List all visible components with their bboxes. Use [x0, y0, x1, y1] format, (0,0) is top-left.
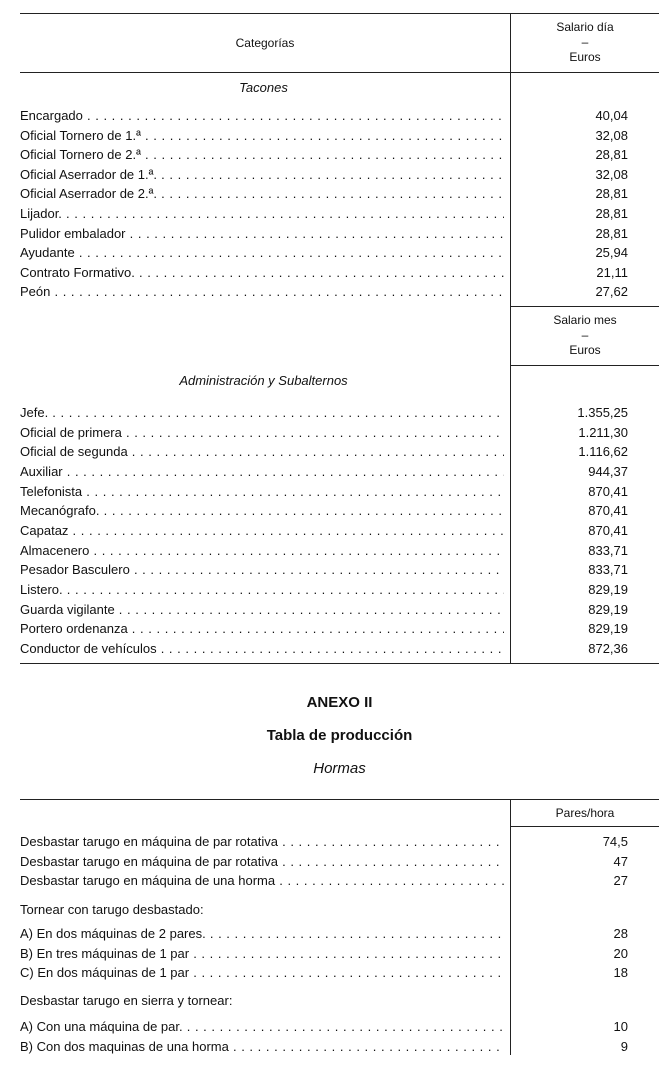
- row-label: Ayudante . . .: [20, 243, 504, 263]
- row-label: Auxiliar . . .: [20, 462, 504, 482]
- subheader-rule-bottom: [510, 365, 659, 366]
- row-label: Desbastar tarugo en máquina de una horma . . .: [20, 871, 504, 891]
- table-row: [20, 963, 659, 983]
- row-value: 27,62: [595, 284, 628, 300]
- table-row: [20, 224, 659, 244]
- table-row: [20, 423, 659, 443]
- group2-title: Tornear con tarugo desbastado:: [20, 902, 204, 917]
- row-value: 40,04: [595, 108, 628, 123]
- row-value: 1.211,30: [578, 424, 628, 440]
- row-value: 870,41: [588, 523, 628, 539]
- row-label: Guarda vigilante . . .: [20, 600, 504, 620]
- subheader-rule-top: [510, 306, 659, 307]
- table2-top-rule: [20, 799, 659, 800]
- row-label: A) Con una máquina de par. . . .: [20, 1017, 504, 1037]
- table-row: [20, 165, 659, 185]
- table-row: [20, 403, 659, 423]
- table-row: [20, 482, 659, 502]
- row-value: 28,81: [595, 225, 628, 241]
- row-value: 829,19: [588, 601, 628, 617]
- row-label: Portero ordenanza . . .: [20, 619, 504, 639]
- anexo-title: ANEXO II: [306, 694, 373, 711]
- row-value: 21,11: [596, 264, 628, 280]
- row-label: Oficial de segunda . . .: [20, 442, 504, 462]
- row-value: 870,41: [588, 483, 628, 499]
- row-value: 28,81: [595, 147, 628, 163]
- row-label: Telefonista . . .: [20, 482, 504, 502]
- row-value: 1.116,62: [578, 444, 628, 460]
- row-label: Capataz . . .: [20, 521, 504, 541]
- row-label: Oficial Tornero de 1.ª . . .: [20, 126, 504, 146]
- row-label: Listero. . . .: [20, 580, 504, 600]
- table-bottom-rule: [20, 663, 659, 664]
- table-row: [20, 1017, 659, 1037]
- table-row: [20, 619, 659, 639]
- row-value: 9: [620, 1038, 628, 1054]
- table-row: [20, 442, 659, 462]
- row-value: 10: [613, 1019, 628, 1034]
- row-value: 28: [613, 926, 628, 941]
- row-value: 28,81: [595, 206, 628, 221]
- table-row: [20, 204, 659, 224]
- row-label: Contrato Formativo. . . .: [20, 263, 504, 283]
- row-value: 833,71: [588, 542, 628, 558]
- row-value: 872,36: [588, 641, 628, 657]
- row-value: 829,19: [588, 582, 628, 598]
- table-row: [20, 501, 659, 521]
- row-value: 74,5: [602, 834, 628, 849]
- row-label: Desbastar tarugo en máquina de par rotativa . . .: [20, 832, 504, 852]
- header-salario-dia: Salario día – Euros: [556, 20, 614, 64]
- table-row: [20, 600, 659, 620]
- header-pares-hora: Pares/hora: [555, 806, 615, 820]
- row-label: Oficial Tornero de 2.ª . . .: [20, 145, 504, 165]
- row-label: Mecanógrafo. . . .: [20, 501, 504, 521]
- row-label: Peón . . .: [20, 282, 504, 302]
- row-label: Jefe. . . .: [20, 403, 504, 423]
- section-tacones: Tacones: [239, 80, 288, 95]
- row-label: Almacenero . . .: [20, 541, 504, 561]
- table-row: [20, 541, 659, 561]
- row-value: 27: [613, 873, 628, 889]
- header-categorias: Categorías: [235, 36, 295, 50]
- row-label: Oficial Aserrador de 2.ª. . . .: [20, 184, 504, 204]
- row-label: Desbastar tarugo en máquina de par rotativa . . .: [20, 852, 504, 872]
- row-value: 47: [613, 853, 628, 869]
- row-label: Conductor de vehículos . . .: [20, 639, 504, 659]
- table-row: [20, 243, 659, 263]
- row-value: 870,41: [588, 503, 628, 519]
- table-row: [20, 580, 659, 600]
- header-salario-mes: Salario mes – Euros: [553, 313, 617, 357]
- table-row: [20, 944, 659, 964]
- row-value: 32,08: [595, 127, 628, 143]
- table-row: [20, 924, 659, 944]
- row-label: Encargado . . .: [20, 106, 504, 126]
- row-label: B) Con dos maquinas de una horma . . .: [20, 1037, 504, 1057]
- row-label: C) En dos máquinas de 1 par . . .: [20, 963, 504, 983]
- row-value: 20: [613, 945, 628, 961]
- row-value: 32,08: [595, 166, 628, 182]
- row-label: Oficial de primera . . .: [20, 423, 504, 443]
- table-row: [20, 145, 659, 165]
- table-row: [20, 282, 659, 302]
- table-row: [20, 852, 659, 872]
- table-row: [20, 126, 659, 146]
- row-value: 1.355,25: [577, 405, 628, 420]
- row-label: B) En tres máquinas de 1 par . . .: [20, 944, 504, 964]
- table-row: [20, 184, 659, 204]
- row-value: 833,71: [588, 562, 628, 578]
- table-row: [20, 832, 659, 852]
- row-value: 28,81: [595, 186, 628, 202]
- table-row: [20, 1037, 659, 1057]
- table-top-rule: [20, 13, 659, 14]
- header-rule: [20, 72, 659, 73]
- table-row: [20, 521, 659, 541]
- table-row: [20, 871, 659, 891]
- table2-header-rule: [510, 826, 659, 827]
- row-value: 944,37: [588, 464, 628, 479]
- row-label: A) En dos máquinas de 2 pares. . . .: [20, 924, 504, 944]
- table-row: [20, 462, 659, 482]
- row-value: 829,19: [588, 621, 628, 637]
- table-row: [20, 263, 659, 283]
- row-label: Lijador. . . .: [20, 204, 504, 224]
- row-label: Oficial Aserrador de 1.ª. . . .: [20, 165, 504, 185]
- row-value: 18: [613, 965, 628, 981]
- group3-title: Desbastar tarugo en sierra y tornear:: [20, 993, 233, 1008]
- table-row: [20, 560, 659, 580]
- section-admin: Administración y Subalternos: [179, 373, 348, 388]
- table-row: [20, 639, 659, 659]
- row-value: 25,94: [595, 245, 628, 261]
- table-row: [20, 106, 659, 126]
- anexo-section: Hormas: [313, 760, 366, 777]
- anexo-subtitle: Tabla de producción: [266, 727, 413, 744]
- row-label: Pulidor embalador . . .: [20, 224, 504, 244]
- row-label: Pesador Basculero . . .: [20, 560, 504, 580]
